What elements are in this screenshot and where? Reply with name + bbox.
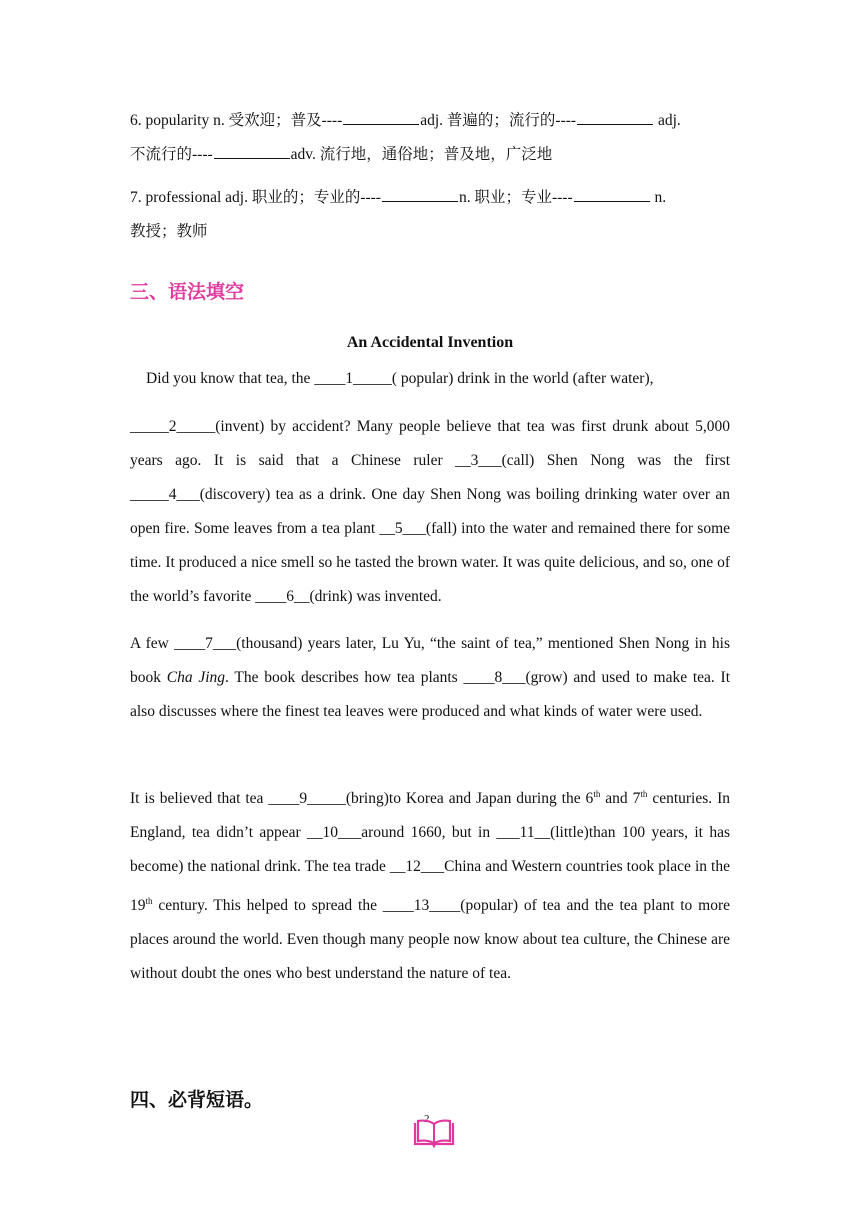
paragraph-1 (130, 362, 730, 614)
passage-title: An Accidental Invention (346, 334, 514, 351)
paragraph-1-body: _____2_____(invent) by accident? Many people believe that tea was first drunk about 5,000 years ago. It is said that a Chinese ruler __3___(call) Shen Nong was the first _____4___(discovery) tea as a drink. One day Shen Nong was boiling drinking water over an open fire. Some leaves from a tea plant __5___(fall) into the water and remained there for some time. It produced a nice smell so he tasted the brown water. It was quite delicious, and so, one of the world’s favorite ____6__(drink) was invented. (130, 418, 730, 605)
book-title: Cha Jing (166, 669, 226, 686)
blank[interactable] (574, 187, 650, 202)
paragraph-2: A few ____7___(thousand) years later, Lu Yu, “the saint of tea,” mentioned Shen Nong in his book Cha Jing. The book describes how tea plants ____8___(grow) and used to make tea. It also discusses where the finest tea leaves were produced and what kinds of water were used. (130, 635, 730, 720)
blank[interactable] (577, 110, 653, 125)
page-number: 2 (424, 1113, 430, 1125)
blank[interactable] (382, 187, 458, 202)
paragraph-1-first-line: Did you know that tea, the ____1_____( popular) drink in the world (after water), (146, 370, 654, 387)
blank[interactable] (214, 144, 290, 159)
blank[interactable] (343, 110, 419, 125)
section-heading-phrases: 四、必背短语。 (130, 1089, 264, 1111)
vocab-item-7: 7. professional adj. 职业的；专业的---- n. 职业；专业---- n. 教授；教师 (130, 189, 667, 240)
vocab-item-6: 6. popularity n. 受欢迎；普及---- adj. 普遍的；流行的---- adj. 不流行的---- adv. 流行地，通俗地；普及地，广泛地 (130, 112, 681, 163)
book-icon (412, 1118, 456, 1148)
paragraph-3: It is believed that tea ____9_____(bring)to Korea and Japan during the 6th and 7th centuries. In England, tea didn’t appear __10___around 1660, but in ___11__(little)than 100 years, it has become) the national drink. The tea trade __12___China and Western countries took place in the 19th century. This helped to spread the ____13____(popular) of tea and the tea plant to more places around the world. Even though many people now know about tea culture, the Chinese are without doubt the ones who best understand the nature of tea. (130, 789, 730, 983)
section-heading-grammar: 三、语法填空 (130, 281, 245, 303)
